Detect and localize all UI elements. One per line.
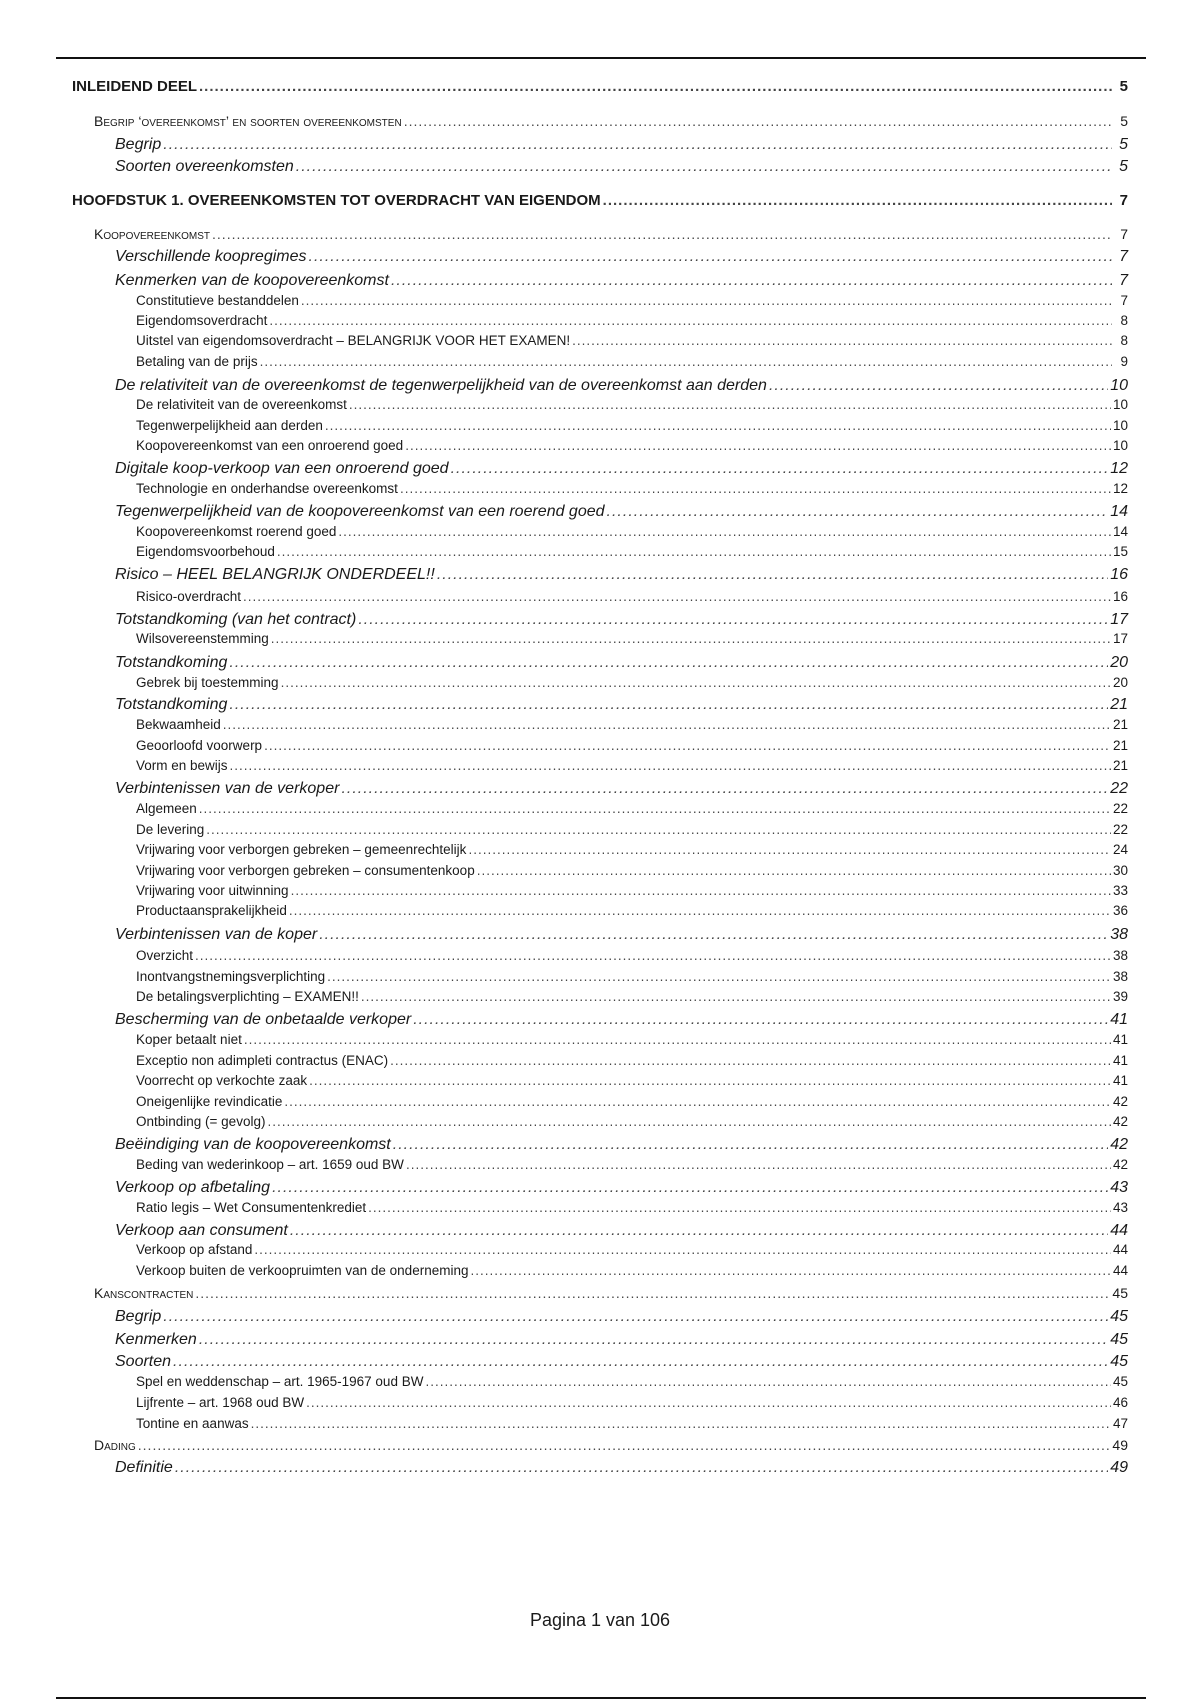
toc-entry-label: Technologie en onderhandse overeenkomst [136, 481, 398, 496]
toc-entry-label: Vrijwaring voor verborgen gebreken – consumentenkoop [136, 863, 475, 878]
toc-item-entry[interactable] [0, 1157, 1200, 1172]
toc-dot-leader [470, 1263, 1110, 1278]
toc-entry-label: Oneigenlijke revindicatie [136, 1094, 283, 1109]
toc-item-entry[interactable] [0, 801, 1200, 816]
toc-dot-leader [400, 481, 1111, 496]
toc-entry-page: 39 [1112, 989, 1128, 1004]
toc-item-entry[interactable] [0, 758, 1200, 773]
toc-dot-leader [607, 503, 1109, 521]
toc-entry-label: Uitstel van eigendomsoverdracht – BELANGRIJK VOOR HET EXAMEN! [136, 333, 571, 348]
toc-entry-page: 43 [1110, 1179, 1128, 1196]
toc-item-entry[interactable] [0, 863, 1200, 878]
toc-dot-leader [289, 903, 1111, 918]
toc-dot-leader [251, 1416, 1111, 1431]
toc-entry-page: 5 [1119, 158, 1128, 175]
toc-entry-label: De levering [136, 822, 205, 837]
toc-subsection-entry[interactable] [0, 1331, 1200, 1349]
toc-subsection-entry[interactable] [0, 1308, 1200, 1326]
toc-entry-page: 7 [1119, 192, 1128, 209]
toc-entry-label: Verbintenissen van de verkoper [115, 780, 340, 797]
toc-entry-label: Constitutieve bestanddelen [136, 293, 299, 308]
toc-dot-leader [309, 1073, 1111, 1088]
toc-item-entry[interactable] [0, 589, 1200, 604]
toc-subsection-entry[interactable] [0, 272, 1200, 290]
toc-section-entry[interactable] [0, 226, 1200, 242]
toc-entry-page: 22 [1112, 822, 1128, 837]
toc-entry-page: 46 [1112, 1395, 1128, 1410]
toc-dot-leader [244, 1032, 1111, 1047]
toc-entry-page: 45 [1112, 1285, 1128, 1301]
toc-item-entry[interactable] [0, 1395, 1200, 1410]
toc-item-entry[interactable] [0, 717, 1200, 732]
toc-item-entry[interactable] [0, 1073, 1200, 1088]
toc-entry-page: 33 [1112, 883, 1128, 898]
toc-section-entry[interactable] [0, 1285, 1200, 1301]
toc-item-entry[interactable] [0, 1374, 1200, 1389]
toc-entry-page: 38 [1112, 948, 1128, 963]
toc-entry-label: Dading [94, 1437, 136, 1453]
toc-item-entry[interactable] [0, 524, 1200, 539]
toc-entry-page: 16 [1110, 566, 1128, 583]
toc-entry-page: 17 [1112, 631, 1128, 646]
toc-entry-label: Verbintenissen van de koper [115, 926, 318, 943]
toc-dot-leader [425, 1374, 1111, 1389]
toc-entry-page: 24 [1112, 842, 1128, 857]
toc-subsection-entry[interactable] [0, 503, 1200, 521]
toc-dot-leader [199, 78, 1112, 95]
toc-entry-label: Kanscontracten [94, 1285, 194, 1301]
toc-entry-page: 42 [1112, 1094, 1128, 1109]
toc-item-entry[interactable] [0, 293, 1200, 308]
toc-dot-leader [349, 397, 1111, 412]
toc-entry-label: Kenmerken [115, 1331, 197, 1348]
toc-item-entry[interactable] [0, 675, 1200, 690]
toc-dot-leader [296, 158, 1112, 176]
toc-entry-page: 38 [1112, 969, 1128, 984]
toc-entry-page: 22 [1110, 780, 1128, 797]
toc-entry-page: 22 [1112, 801, 1128, 816]
toc-entry-page: 41 [1112, 1053, 1128, 1068]
toc-item-entry[interactable] [0, 1200, 1200, 1215]
toc-dot-leader [437, 566, 1108, 584]
toc-entry-label: Totstandkoming (van het contract) [115, 611, 357, 628]
toc-item-entry[interactable] [0, 883, 1200, 898]
toc-subsection-entry[interactable] [0, 654, 1200, 672]
toc-dot-leader [175, 1459, 1108, 1477]
toc-entry-label: Vorm en bewijs [136, 758, 228, 773]
toc-entry-label: Eigendomsoverdracht [136, 313, 268, 328]
toc-section-entry[interactable] [0, 113, 1200, 129]
toc-subsection-entry[interactable] [0, 566, 1200, 584]
toc-entry-label: Risico – HEEL BELANGRIJK ONDERDEEL!! [115, 566, 435, 583]
toc-entry-label: Overzicht [136, 948, 194, 963]
toc-dot-leader [468, 842, 1111, 857]
toc-entry-page: 12 [1112, 481, 1128, 496]
toc-item-entry[interactable] [0, 418, 1200, 433]
toc-dot-leader [195, 948, 1111, 963]
toc-entry-label: Verkoop op afbetaling [115, 1179, 271, 1196]
toc-entry-label: Koopovereenkomst roerend goed [136, 524, 337, 539]
toc-entry-page: 21 [1112, 717, 1128, 732]
toc-entry-label: Verkoop buiten de verkoopruimten van de onderneming [136, 1263, 469, 1278]
toc-entry-page: 20 [1110, 654, 1128, 671]
toc-dot-leader [361, 989, 1111, 1004]
toc-entry-label: De relativiteit van de overeenkomst [136, 397, 347, 412]
toc-entry-page: 44 [1112, 1242, 1128, 1257]
toc-entry-page: 45 [1112, 1374, 1128, 1389]
toc-entry-label: Totstandkoming [115, 696, 228, 713]
toc-entry-label: Productaansprakelijkheid [136, 903, 287, 918]
toc-dot-leader [290, 1222, 1108, 1240]
toc-entry-label: De relativiteit van de overeenkomst de tegenwerpelijkheid van de overeenkomst aan derden [115, 377, 767, 394]
toc-item-entry[interactable] [0, 1416, 1200, 1431]
toc-item-entry[interactable] [0, 1094, 1200, 1109]
toc-dot-leader [272, 1179, 1108, 1197]
toc-subsection-entry[interactable] [0, 1353, 1200, 1371]
toc-subsection-entry[interactable] [0, 696, 1200, 714]
toc-dot-leader [413, 1011, 1108, 1029]
toc-item-entry[interactable] [0, 313, 1200, 328]
toc-item-entry[interactable] [0, 822, 1200, 837]
toc-entry-page: 43 [1112, 1200, 1128, 1215]
toc-entry-page: 5 [1120, 113, 1128, 129]
toc-entry-label: Soorten [115, 1353, 172, 1370]
toc-entry-page: 42 [1112, 1157, 1128, 1172]
toc-dot-leader [229, 696, 1108, 714]
toc-entry-label: Vrijwaring voor verborgen gebreken – gemeenrechtelijk [136, 842, 467, 857]
toc-entry-label: Risico-overdracht [136, 589, 242, 604]
toc-dot-leader [309, 248, 1112, 266]
toc-entry-label: Lijfrente – art. 1968 oud BW [136, 1395, 305, 1410]
toc-dot-leader [325, 418, 1111, 433]
toc-subsection-entry[interactable] [0, 926, 1200, 944]
toc-dot-leader [230, 758, 1111, 773]
toc-dot-leader [271, 631, 1111, 646]
toc-item-entry[interactable] [0, 438, 1200, 453]
toc-item-entry[interactable] [0, 544, 1200, 559]
toc-entry-label: Beding van wederinkoop – art. 1659 oud BW [136, 1157, 404, 1172]
toc-entry-page: 44 [1110, 1222, 1128, 1239]
toc-entry-label: Begrip [115, 136, 162, 153]
toc-entry-label: Kenmerken van de koopovereenkomst [115, 272, 389, 289]
toc-dot-leader [212, 226, 1112, 242]
toc-entry-page: 38 [1110, 926, 1128, 943]
toc-entry-page: 21 [1112, 758, 1128, 773]
toc-entry-label: Koopovereenkomst van een onroerend goed [136, 438, 404, 453]
toc-dot-leader [264, 738, 1111, 753]
toc-entry-page: 49 [1110, 1459, 1128, 1476]
toc-dot-leader [267, 1114, 1111, 1129]
toc-entry-label: Begrip [115, 1308, 162, 1325]
toc-dot-leader [229, 654, 1108, 672]
toc-item-entry[interactable] [0, 903, 1200, 918]
toc-entry-label: Koper betaalt niet [136, 1032, 242, 1047]
toc-chapter-entry[interactable] [0, 192, 1200, 209]
toc-entry-page: 16 [1112, 589, 1128, 604]
toc-item-entry[interactable] [0, 1032, 1200, 1047]
toc-entry-page: 45 [1110, 1308, 1128, 1325]
toc-subsection-entry[interactable] [0, 136, 1200, 154]
toc-entry-page: 7 [1119, 272, 1128, 289]
toc-entry-label: Voorrecht op verkochte zaak [136, 1073, 308, 1088]
toc-dot-leader [572, 333, 1112, 348]
toc-dot-leader [163, 136, 1112, 154]
toc-entry-label: Verschillende koopregimes [115, 248, 307, 265]
toc-dot-leader [338, 524, 1111, 539]
toc-dot-leader [195, 1285, 1110, 1301]
toc-entry-page: 41 [1112, 1032, 1128, 1047]
toc-dot-leader [358, 611, 1108, 629]
toc-entry-page: 14 [1112, 524, 1128, 539]
toc-entry-page: 14 [1110, 503, 1128, 520]
toc-entry-page: 30 [1112, 863, 1128, 878]
toc-dot-leader [404, 113, 1112, 129]
toc-entry-page: 10 [1112, 397, 1128, 412]
toc-entry-page: 8 [1120, 313, 1128, 328]
toc-subsection-entry[interactable] [0, 1459, 1200, 1477]
toc-entry-page: 17 [1110, 611, 1128, 628]
toc-entry-page: 9 [1120, 354, 1128, 369]
toc-entry-label: Algemeen [136, 801, 197, 816]
toc-entry-label: Geoorloofd voorwerp [136, 738, 263, 753]
toc-entry-label: HOOFDSTUK 1. OVEREENKOMSTEN TOT OVERDRACHT VAN EIGENDOM [72, 192, 601, 209]
toc-entry-label: Koopovereenkomst [94, 226, 211, 242]
toc-subsection-entry[interactable] [0, 158, 1200, 176]
toc-dot-leader [368, 1200, 1111, 1215]
toc-dot-leader [451, 460, 1109, 478]
toc-entry-page: 44 [1112, 1263, 1128, 1278]
toc-entry-label: Soorten overeenkomsten [115, 158, 294, 175]
toc-entry-page: 10 [1112, 438, 1128, 453]
toc-subsection-entry[interactable] [0, 1011, 1200, 1029]
toc-subsection-entry[interactable] [0, 248, 1200, 266]
toc-entry-label: Verkoop op afstand [136, 1242, 253, 1257]
toc-item-entry[interactable] [0, 333, 1200, 348]
toc-entry-page: 21 [1110, 696, 1128, 713]
toc-entry-page: 12 [1110, 460, 1128, 477]
toc-entry-page: 47 [1112, 1416, 1128, 1431]
toc-dot-leader [390, 1053, 1111, 1068]
toc-entry-page: 10 [1112, 418, 1128, 433]
toc-entry-label: Inontvangstnemingsverplichting [136, 969, 326, 984]
toc-entry-label: Spel en weddenschap – art. 1965-1967 oud BW [136, 1374, 424, 1389]
toc-entry-label: Tegenwerpelijkheid van de koopovereenkomst van een roerend goed [115, 503, 605, 520]
toc-dot-leader [199, 801, 1111, 816]
toc-dot-leader [319, 926, 1108, 944]
toc-dot-leader [281, 675, 1111, 690]
toc-entry-page: 36 [1112, 903, 1128, 918]
toc-item-entry[interactable] [0, 989, 1200, 1004]
toc-dot-leader [243, 589, 1111, 604]
toc-item-entry[interactable] [0, 1114, 1200, 1129]
toc-item-entry[interactable] [0, 738, 1200, 753]
toc-dot-leader [223, 717, 1111, 732]
toc-subsection-entry[interactable] [0, 377, 1200, 395]
toc-entry-label: De betalingsverplichting – EXAMEN!! [136, 989, 359, 1004]
toc-item-entry[interactable] [0, 481, 1200, 496]
toc-entry-label: INLEIDEND DEEL [72, 78, 198, 95]
toc-dot-leader [306, 1395, 1111, 1410]
toc-dot-leader [284, 1094, 1111, 1109]
toc-entry-page: 7 [1119, 248, 1128, 265]
toc-subsection-entry[interactable] [0, 1136, 1200, 1154]
toc-entry-label: Gebrek bij toestemming [136, 675, 279, 690]
toc-subsection-entry[interactable] [0, 460, 1200, 478]
toc-item-entry[interactable] [0, 631, 1200, 646]
toc-dot-leader [291, 883, 1111, 898]
toc-entry-label: Exceptio non adimpleti contractus (ENAC) [136, 1053, 389, 1068]
toc-entry-page: 21 [1112, 738, 1128, 753]
toc-entry-label: Betaling van de prijs [136, 354, 258, 369]
toc-entry-label: Tontine en aanwas [136, 1416, 249, 1431]
bottom-rule [56, 1697, 1146, 1699]
toc-subsection-entry[interactable] [0, 1222, 1200, 1240]
toc-entry-label: Begrip ‘overeenkomst’ en soorten overeenkomsten [94, 113, 402, 129]
toc-entry-label: Bescherming van de onbetaalde verkoper [115, 1011, 412, 1028]
toc-item-entry[interactable] [0, 1053, 1200, 1068]
toc-item-entry[interactable] [0, 969, 1200, 984]
toc-entry-label: Totstandkoming [115, 654, 228, 671]
toc-entry-page: 49 [1112, 1437, 1128, 1453]
page-footer: Pagina 1 van 106 [529, 1610, 671, 1630]
toc-entry-label: Wilsovereenstemming [136, 631, 269, 646]
toc-dot-leader [254, 1242, 1111, 1257]
toc-subsection-entry[interactable] [0, 780, 1200, 798]
toc-dot-leader [206, 822, 1111, 837]
toc-subsection-entry[interactable] [0, 1179, 1200, 1197]
toc-dot-leader [199, 1331, 1108, 1349]
toc-dot-leader [327, 969, 1111, 984]
toc-item-entry[interactable] [0, 354, 1200, 369]
toc-chapter-entry[interactable] [0, 78, 1200, 95]
toc-dot-leader [406, 1157, 1111, 1172]
toc-entry-page: 7 [1120, 293, 1128, 308]
toc-entry-label: Eigendomsvoorbehoud [136, 544, 275, 559]
toc-dot-leader [301, 293, 1112, 308]
toc-item-entry[interactable] [0, 1242, 1200, 1257]
toc-entry-label: Vrijwaring voor uitwinning [136, 883, 289, 898]
toc-dot-leader [138, 1437, 1111, 1453]
toc-item-entry[interactable] [0, 1263, 1200, 1278]
toc-item-entry[interactable] [0, 948, 1200, 963]
toc-entry-page: 45 [1110, 1353, 1128, 1370]
toc-entry-page: 5 [1119, 136, 1128, 153]
toc-dot-leader [391, 272, 1112, 290]
toc-entry-page: 10 [1110, 377, 1128, 394]
toc-entry-label: Tegenwerpelijkheid aan derden [136, 418, 323, 433]
toc-entry-page: 42 [1110, 1136, 1128, 1153]
toc-entry-page: 15 [1112, 544, 1128, 559]
toc-entry-page: 45 [1110, 1331, 1128, 1348]
toc-dot-leader [603, 192, 1112, 209]
toc-entry-label: Beëindiging van de koopovereenkomst [115, 1136, 391, 1153]
toc-entry-page: 41 [1110, 1011, 1128, 1028]
toc-dot-leader [260, 354, 1112, 369]
toc-entry-page: 8 [1120, 333, 1128, 348]
toc-entry-page: 42 [1112, 1114, 1128, 1129]
toc-section-entry[interactable] [0, 1437, 1200, 1453]
toc-dot-leader [277, 544, 1111, 559]
toc-subsection-entry[interactable] [0, 611, 1200, 629]
toc-dot-leader [269, 313, 1112, 328]
toc-dot-leader [163, 1308, 1108, 1326]
toc-dot-leader [393, 1136, 1108, 1154]
toc-entry-label: Ontbinding (= gevolg) [136, 1114, 266, 1129]
toc-item-entry[interactable] [0, 397, 1200, 412]
toc-dot-leader [405, 438, 1111, 453]
toc-dot-leader [341, 780, 1108, 798]
toc-entry-page: 5 [1119, 78, 1128, 95]
toc-item-entry[interactable] [0, 842, 1200, 857]
toc-entry-label: Verkoop aan consument [115, 1222, 288, 1239]
toc-entry-label: Digitale koop-verkoop van een onroerend goed [115, 460, 449, 477]
toc-entry-page: 7 [1120, 226, 1128, 242]
toc-entry-label: Ratio legis – Wet Consumentenkrediet [136, 1200, 367, 1215]
toc-entry-label: Definitie [115, 1459, 173, 1476]
toc-entry-page: 41 [1112, 1073, 1128, 1088]
toc-dot-leader [477, 863, 1111, 878]
toc-entry-page: 20 [1112, 675, 1128, 690]
toc-entry-label: Bekwaamheid [136, 717, 221, 732]
toc-dot-leader [769, 377, 1108, 395]
toc-dot-leader [173, 1353, 1108, 1371]
